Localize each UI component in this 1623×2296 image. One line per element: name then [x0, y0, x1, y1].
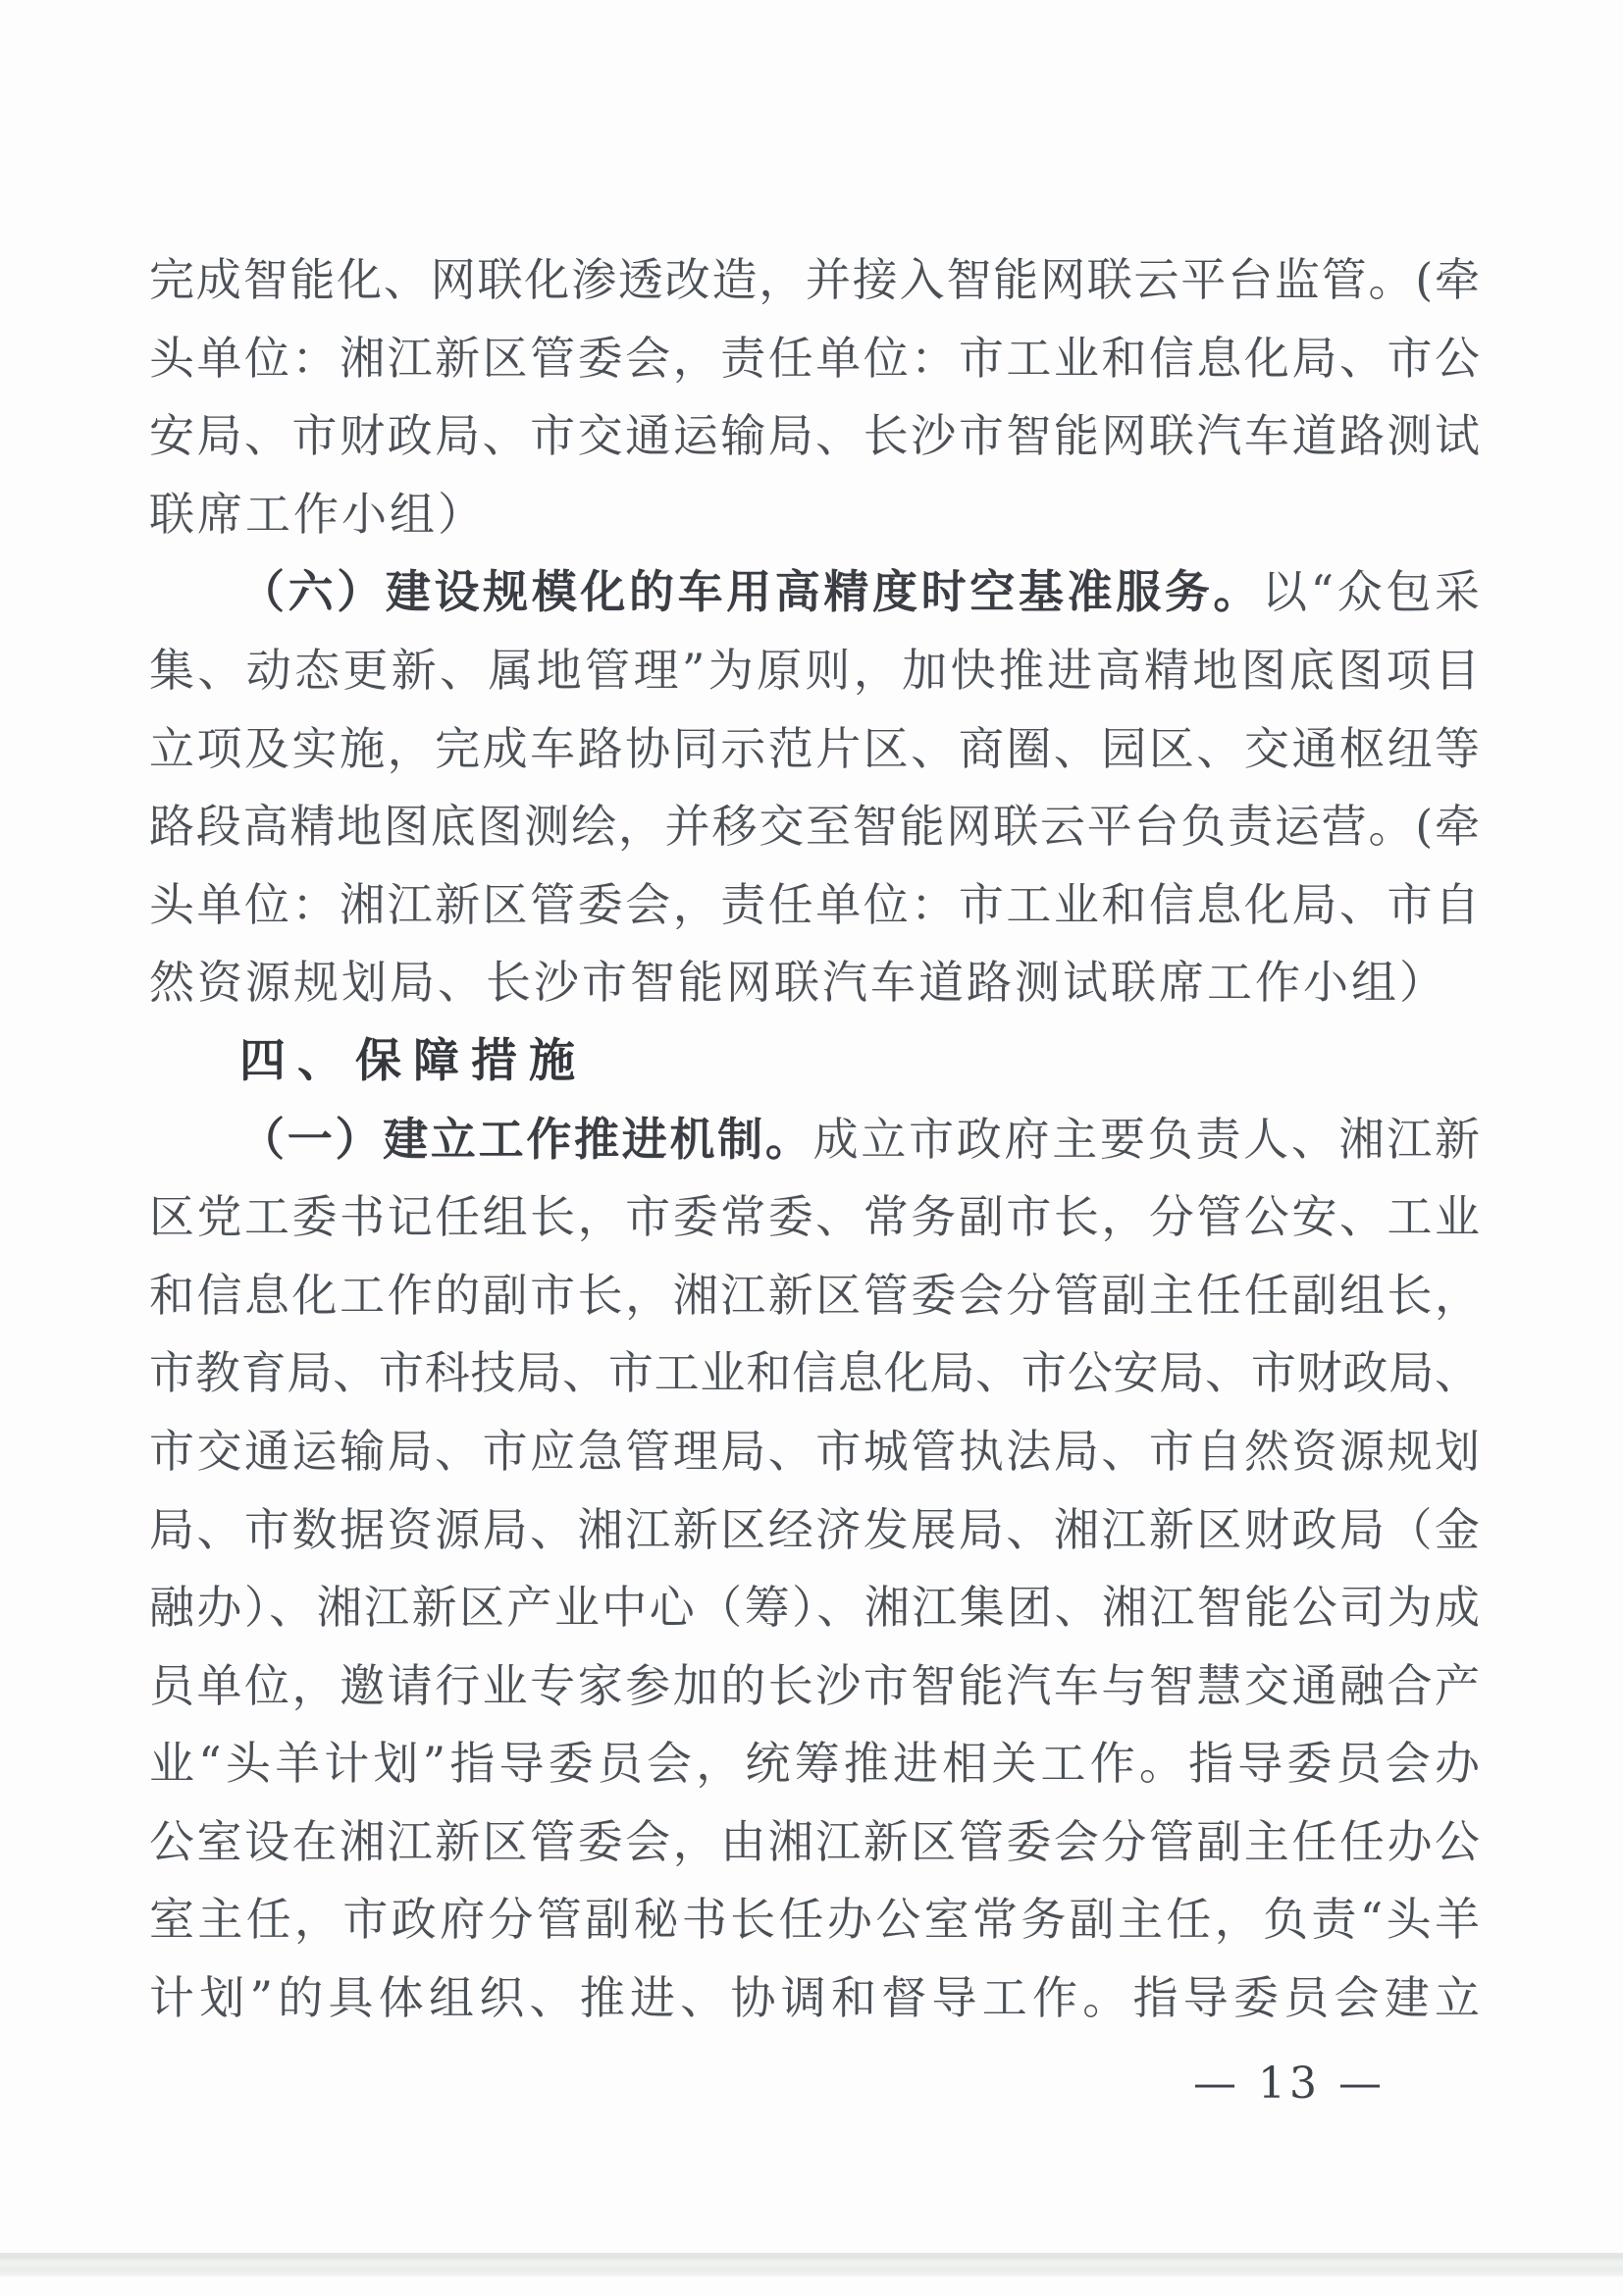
line-text: 然资源规划局、长沙市智能网联汽车道路测试联席工作小组） [149, 956, 1447, 1010]
line-text: 完成智能化、网联化渗透改造，并接入智能网联云平台监管。(牵 [149, 253, 1480, 306]
line-text: 立项及实施，完成车路协同示范片区、商圈、园区、交通枢纽等 [149, 721, 1480, 775]
text-line [149, 944, 1480, 1022]
text-line [149, 1647, 1480, 1726]
text-line [149, 632, 1480, 710]
line-text: 联席工作小组） [149, 487, 486, 541]
text-line [149, 1413, 1480, 1491]
text-line [149, 1334, 1480, 1413]
line-text: 计划”的具体组织、推进、协调和督导工作。指导委员会建立 [149, 1971, 1480, 2025]
text-line [149, 1569, 1480, 1647]
line-text: 业“头羊计划”指导委员会，统筹推进相关工作。指导委员会办 [149, 1737, 1480, 1791]
text-line [149, 1803, 1480, 1882]
text-line [149, 1178, 1480, 1257]
text-line [149, 476, 1480, 554]
line-text: 和信息化工作的副市长，湘江新区管委会分管副主任任副组长， [149, 1268, 1480, 1322]
line-text: 集、动态更新、属地管理”为原则，加快推进高精地图底图项目 [149, 643, 1480, 697]
text-line [149, 710, 1480, 789]
scan-artifact-band [0, 2253, 1623, 2276]
line-text: 融办）、湘江新区产业中心（筹）、湘江集团、湘江智能公司为成 [149, 1581, 1480, 1635]
line-text: 员单位，邀请行业专家参加的长沙市智能汽车与智慧交通融合产 [149, 1658, 1480, 1712]
line-text: 区党工委书记任组长，市委常委、常务副市长，分管公安、工业 [149, 1190, 1480, 1244]
text-line [149, 241, 1480, 320]
text-line [149, 1959, 1480, 2038]
text-block [149, 241, 1480, 2038]
page-number: — 13 — [1193, 2059, 1386, 2109]
line-text: 公室设在湘江新区管委会，由湘江新区管委会分管副主任任办公 [149, 1814, 1480, 1868]
text-line [149, 1881, 1480, 1959]
line-text: 室主任，市政府分管副秘书长任办公室常务副主任，负责“头羊 [149, 1893, 1480, 1947]
text-line [149, 320, 1480, 398]
text-line [149, 1257, 1480, 1335]
line-text: 头单位：湘江新区管委会，责任单位：市工业和信息化局、市自 [149, 877, 1480, 931]
line-text: 市交通运输局、市应急管理局、市城管执法局、市自然资源规划 [149, 1424, 1480, 1478]
line-text: 头单位：湘江新区管委会，责任单位：市工业和信息化局、市公 [149, 331, 1480, 385]
text-line [149, 788, 1480, 866]
text-line [149, 1101, 1480, 1179]
line-text: 路段高精地图底图测绘，并移交至智能网联云平台负责运营。(牵 [149, 800, 1480, 854]
line-text: 安局、市财政局、市交通运输局、长沙市智能网联汽车道路测试 [149, 409, 1480, 463]
line-text: 成立市政府主要负责人、湘江新 [812, 1112, 1480, 1166]
line-text: 四、保障措施 [239, 1033, 587, 1088]
text-line [149, 1022, 1480, 1101]
text-line [149, 1725, 1480, 1803]
text-line [149, 866, 1480, 945]
text-line [149, 553, 1480, 632]
line-text: 市教育局、市科技局、市工业和信息化局、市公安局、市财政局、 [149, 1346, 1480, 1400]
text-line [149, 397, 1480, 476]
text-line [149, 1491, 1480, 1570]
line-text: 局、市数据资源局、湘江新区经济发展局、湘江新区财政局（金 [149, 1502, 1480, 1556]
line-text: 以“众包采 [1262, 565, 1480, 619]
line-lead: （六）建设规模化的车用高精度时空基准服务。 [239, 565, 1262, 619]
line-lead: （一）建立工作推进机制。 [239, 1112, 813, 1166]
